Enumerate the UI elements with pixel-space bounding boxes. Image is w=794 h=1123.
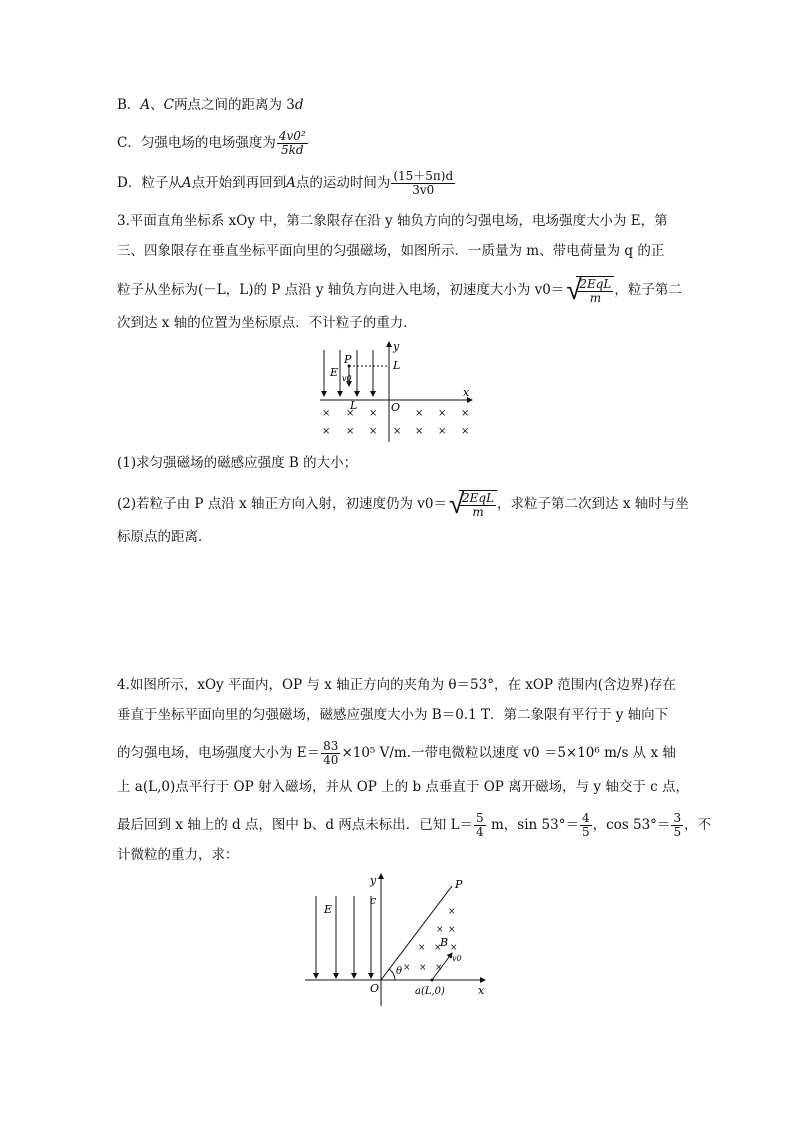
label-O: O xyxy=(391,401,401,414)
label-L-x: L xyxy=(350,399,358,412)
q2-option-b: B．A、C两点之间的距离为 3d xyxy=(117,97,304,113)
label-P: P xyxy=(455,878,463,891)
svg-text:×: × xyxy=(435,963,443,973)
svg-text:×: × xyxy=(322,426,331,437)
svg-text:×: × xyxy=(448,925,456,935)
label-E: E xyxy=(324,903,333,916)
svg-text:×: × xyxy=(418,943,426,953)
svg-text:×: × xyxy=(369,426,378,437)
q3-line-3: 粒子从坐标为(－L，L)的 P 点沿 y 轴负方向进入电场，初速度大小为 v0＝ √ $\frac{\text{2EqL}}{m}$ ，粒子第二 xyxy=(117,273,682,306)
q4-line-3: 的匀强电场，电场强度大小为 E＝ $\frac{83}{40}$ ×10⁵ V/m.一带电微粒以速度 v0 ＝5×10⁶ m/s 从 x 轴 xyxy=(117,739,676,767)
svg-text:×: × xyxy=(403,963,411,973)
q3-sub-2-cont: 标原点的距离． xyxy=(117,529,212,545)
svg-text:×: × xyxy=(346,426,355,437)
q3-sub-1: (1)求匀强磁场的磁感应强度 B 的大小； xyxy=(117,455,358,471)
q3-sub-2: (2)若粒子由 P 点沿 x 轴正方向入射，初速度仍为 v0＝ √ $\frac{\text{2EqL}}{m}$ ，求粒子第二次到达 x 轴时与坐 xyxy=(117,487,689,520)
label-O: O xyxy=(370,982,380,995)
label-v0: v0 xyxy=(452,954,462,963)
q3-line-2: 三、四象限存在垂直坐标平面向里的匀强磁场，如图所示．一质量为 m、带电荷量为 q 的正 xyxy=(117,243,665,259)
fraction: $\frac{(15+5\pi)d}{3v0}$ xyxy=(393,169,454,197)
svg-text:×: × xyxy=(436,925,444,935)
q3-line-1: 3.平面直角坐标系 xOy 中，第二象限存在沿 y 轴负方向的匀强电场，电场强度大小为 E，第 xyxy=(117,213,668,229)
label-y: y xyxy=(393,340,400,353)
svg-text:×: × xyxy=(434,943,442,953)
q4-line-1: 4.如图所示，xOy 平面内，OP 与 x 轴正方向的夹角为 θ＝53°，在 xOP 范围内(含边界)存在 xyxy=(117,677,676,693)
label-P: P xyxy=(344,353,352,366)
svg-text:×: × xyxy=(415,426,424,437)
svg-text:×: × xyxy=(461,426,470,437)
svg-text:×: × xyxy=(450,943,458,953)
svg-text:×: × xyxy=(438,408,447,419)
svg-text:×: × xyxy=(448,907,456,917)
svg-text:×: × xyxy=(438,426,447,437)
svg-text:×: × xyxy=(346,408,355,419)
svg-text:×: × xyxy=(393,426,402,437)
label-E: E xyxy=(330,366,339,379)
label-theta: θ xyxy=(396,966,403,977)
q3-figure xyxy=(310,338,480,446)
q2-option-c: C．匀强电场的电场强度为 $\frac{\text{4v0²}}{5kd}$ xyxy=(117,129,306,157)
svg-text:×: × xyxy=(369,408,378,419)
svg-text:×: × xyxy=(322,408,331,419)
svg-text:×: × xyxy=(419,963,427,973)
q4-line-4: 上 a(L,0)点平行于 OP 射入磁场，并从 OP 上的 b 点垂直于 OP 离开磁场，与 y 轴交于 c 点， xyxy=(117,779,689,795)
svg-text:×: × xyxy=(415,408,424,419)
q2-option-d: D．粒子从A点开始到再回到A点的运动时间为 $\frac{(15+5\pi)d}{3v0}$ xyxy=(117,169,454,197)
label-c: c xyxy=(370,894,377,907)
label-a: a(L,0) xyxy=(415,986,445,997)
q3-line-4: 次到达 x 轴的位置为坐标原点．不计粒子的重力． xyxy=(117,315,417,331)
label-x: x xyxy=(478,984,485,997)
svg-text:×: × xyxy=(461,408,470,419)
label-x: x xyxy=(463,386,470,399)
label-L-y: L xyxy=(393,359,401,372)
q4-line-2: 垂直于坐标平面向里的匀强磁场，磁感应强度大小为 B＝0.1 T．第二象限有平行于 y 轴向下 xyxy=(117,707,669,723)
label-B: B xyxy=(440,936,449,949)
label-y: y xyxy=(370,874,377,887)
sqrt-expression: √ $\frac{\text{2EqL}}{m}$ xyxy=(449,490,497,519)
sqrt-expression: √ $\frac{\text{2EqL}}{m}$ xyxy=(566,276,614,305)
label-v0: v0 xyxy=(342,374,352,383)
fraction: $\frac{\text{4v0²}}{5kd}$ xyxy=(278,129,306,157)
q4-line-5: 最后回到 x 轴上的 d 点，图中 b、d 两点未标出．已知 L＝ $\frac{5}{4}$ m，sin 53°＝ $\frac{4}{5}$ ，cos 53°＝ $\frac{3}{5}$ ，不 xyxy=(117,811,712,839)
q4-figure xyxy=(300,868,500,1008)
q4-line-6: 计微粒的重力，求： xyxy=(117,847,239,863)
